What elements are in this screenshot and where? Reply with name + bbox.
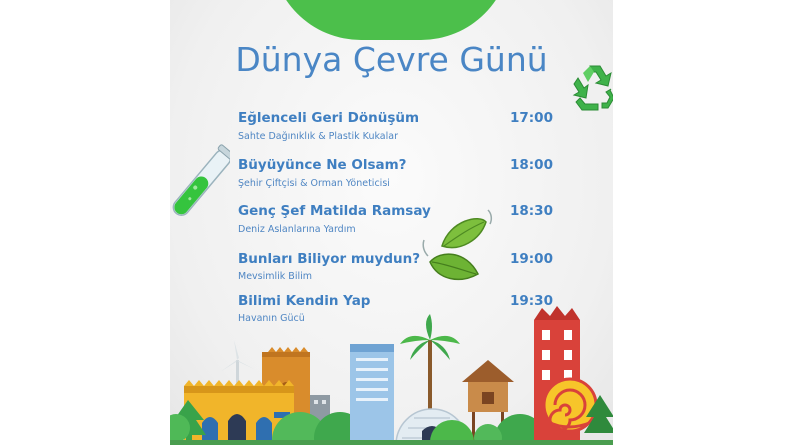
city-scene: [170, 300, 613, 445]
event-time: 18:30: [510, 203, 553, 219]
event-time: 18:00: [510, 157, 553, 173]
event-subtitle: Sahte Dağınıklık & Plastik Kukalar: [238, 131, 398, 142]
event-title: Bunları Biliyor muydun?: [238, 251, 421, 267]
event-title: Büyüyünce Ne Olsam?: [238, 157, 407, 173]
event-subtitle: Havanın Gücü: [238, 313, 305, 324]
test-tube-icon: [170, 140, 230, 230]
event-time: 19:30: [510, 293, 553, 309]
event-time: 19:00: [510, 251, 553, 267]
event-title: Bilimi Kendin Yap: [238, 293, 371, 309]
event-title: Genç Şef Matilda Ramsay: [238, 203, 431, 219]
event-subtitle: Mevsimlik Bilim: [238, 271, 312, 282]
poster: [170, 0, 613, 445]
event-subtitle: Şehir Çiftçisi & Orman Yöneticisi: [238, 178, 390, 189]
snail-logo-icon: [544, 379, 596, 431]
date-badge: [271, 0, 511, 40]
event-title: Eğlenceli Geri Dönüşüm: [238, 110, 420, 126]
event-time: 17:00: [510, 110, 553, 126]
leaves-icon: [420, 200, 500, 290]
poster-title: Dünya Çevre Günü: [235, 40, 548, 79]
recycle-icon: [570, 62, 613, 114]
event-subtitle: Deniz Aslanlarına Yardım: [238, 224, 356, 235]
